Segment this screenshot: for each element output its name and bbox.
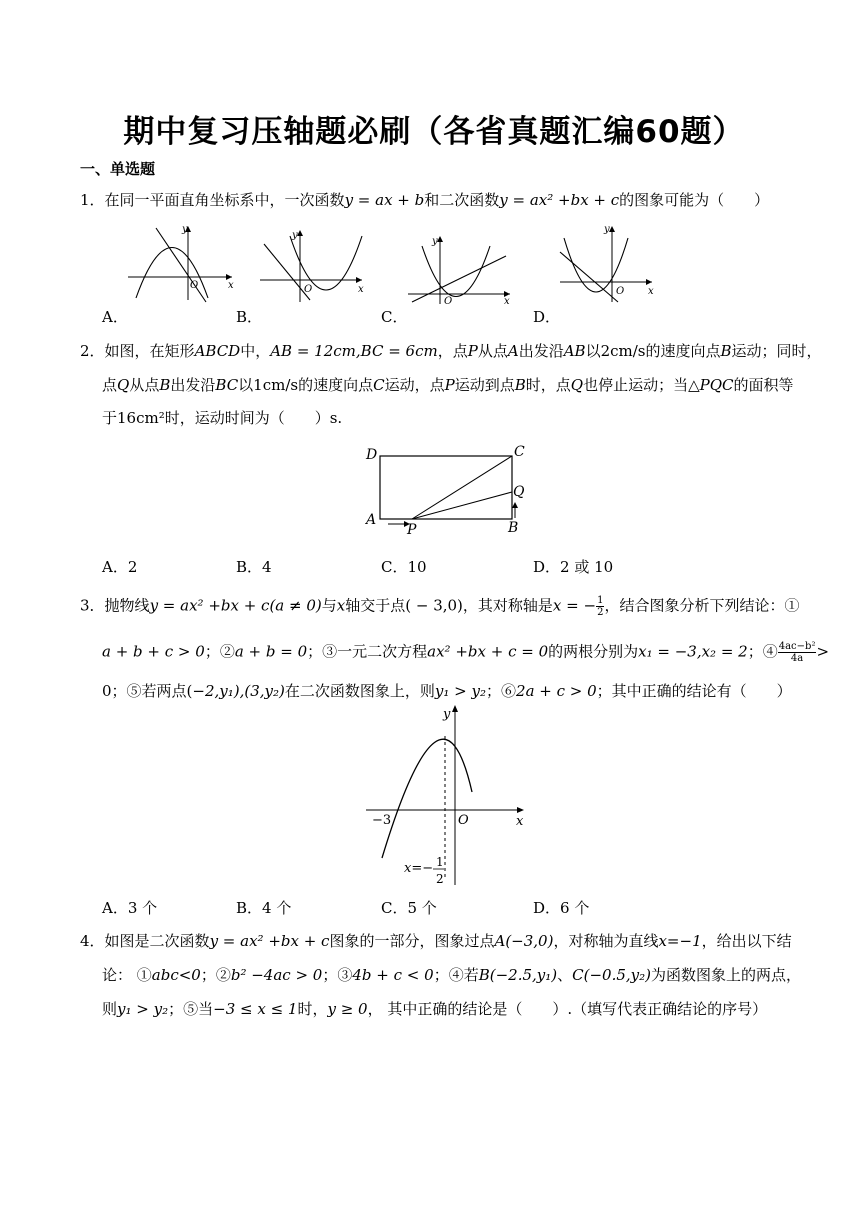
rectangle-figure — [360, 440, 540, 540]
question-2-line-2: 点Q从点B出发沿BC以1cm/s的速度向点C运动，点P运动到点B时，点Q也停止运动；当△PQC的面积等 — [102, 376, 794, 394]
question-number: 3． — [80, 596, 105, 615]
svg-text:y: y — [182, 224, 188, 235]
question-2-line-3: 于16cm²时，运动时间为（ ）s. — [102, 409, 343, 427]
svg-text:y: y — [604, 224, 610, 235]
question-2-line-1: 2．如图，在矩形ABCD中，AB = 12cm,BC = 6cm，点P从点A出发沿AB以2cm/s的速度向点B运动；同时， — [80, 342, 822, 360]
label-b: B — [508, 520, 519, 536]
question-4-line-3: 则y₁ > y₂；⑤当−3 ≤ x ≤ 1时，y ≥ 0， 其中正确的结论是（ ）.（填写代表正确结论的序号） — [102, 1000, 768, 1018]
svg-text:O: O — [458, 813, 469, 828]
section-heading: 一、单选题 — [80, 160, 156, 178]
question-number: 2． — [80, 342, 105, 360]
svg-text:y: y — [292, 230, 298, 241]
q3-option-b[interactable]: B．4 个 — [236, 899, 292, 917]
q1-option-a[interactable]: A． — [102, 308, 128, 326]
graph-a — [128, 224, 234, 302]
question-4-line-2: 论： ①abc<0；②b² −4ac > 0；③4b + c < 0；④若B(−2.5,y₁)、C(−0.5,y₂)为函数图象上的两点， — [102, 966, 802, 984]
label-c: C — [514, 444, 525, 460]
svg-text:y: y — [432, 236, 438, 247]
question-number: 1． — [80, 191, 105, 209]
q3-option-a[interactable]: A．3 个 — [102, 899, 158, 917]
question-number: 4． — [80, 932, 105, 950]
question-4-line-1: 4．如图是二次函数y = ax² +bx + c图象的一部分，图象过点A(−3,0)，对称轴为直线x=−1，给出以下结 — [80, 932, 792, 950]
svg-text:y: y — [443, 707, 451, 722]
graph-d — [560, 224, 654, 302]
question-3-line-3: 0；⑤若两点(−2,y₁),(3,y₂)在二次函数图象上，则y₁ > y₂；⑥2a + c > 0；其中正确的结论有（ ） — [102, 682, 792, 700]
label-d: D — [366, 447, 378, 463]
label-p: P — [407, 522, 417, 538]
q3-option-c[interactable]: C．5 个 — [381, 899, 437, 917]
q2-option-c[interactable]: C．10 — [381, 558, 427, 576]
page-title: 期中复习压轴题必刷（各省真题汇编60题） — [123, 114, 745, 150]
graph-b — [260, 230, 364, 302]
svg-text:x: x — [504, 296, 510, 304]
question-3-line-1: 3．抛物线y = ax² +bx + c(a ≠ 0)与x轴交于点( − 3,0)，其对称轴是x = − $\frac{1}{2}$ ，结合图象分析下列结论：① — [80, 595, 800, 618]
q2-option-a[interactable]: A．2 — [102, 558, 138, 576]
svg-text:O: O — [444, 296, 453, 304]
svg-text:1: 1 — [436, 855, 444, 869]
question-3-line-2: a + b + c > 0；②a + b = 0；③一元二次方程ax² +bx + c = 0的两根分别为x₁ = −3,x₂ = 2；④ $\frac{\text{4ac−b²}}{4a}$ > — [102, 641, 830, 664]
label-a: A — [366, 512, 377, 528]
q1-option-c[interactable]: C． — [381, 308, 408, 326]
q2-option-d[interactable]: D．2 或 10 — [533, 558, 614, 576]
svg-text:O: O — [190, 280, 199, 291]
parabola-graph — [360, 700, 530, 890]
svg-text:x: x — [516, 814, 524, 829]
svg-text:x: x — [228, 280, 234, 291]
svg-text:x: x — [648, 286, 654, 297]
svg-text:2: 2 — [436, 872, 444, 886]
q1-option-b[interactable]: B． — [236, 308, 263, 326]
label-q: Q — [513, 484, 525, 500]
svg-text:x=−: x=− — [404, 861, 434, 876]
q2-option-b[interactable]: B．4 — [236, 558, 272, 576]
svg-text:x: x — [358, 284, 364, 295]
svg-text:−3: −3 — [372, 813, 392, 828]
graph-c — [408, 236, 510, 304]
q1-option-d[interactable]: D． — [533, 308, 561, 326]
svg-text:O: O — [304, 284, 313, 295]
q3-option-d[interactable]: D．6 个 — [533, 899, 590, 917]
svg-text:O: O — [616, 286, 625, 297]
question-1-graphs — [100, 222, 660, 304]
question-1-text: 1．在同一平面直角坐标系中，一次函数y = ax + b和二次函数y = ax² +bx + c的图象可能为（ ） — [80, 191, 770, 209]
